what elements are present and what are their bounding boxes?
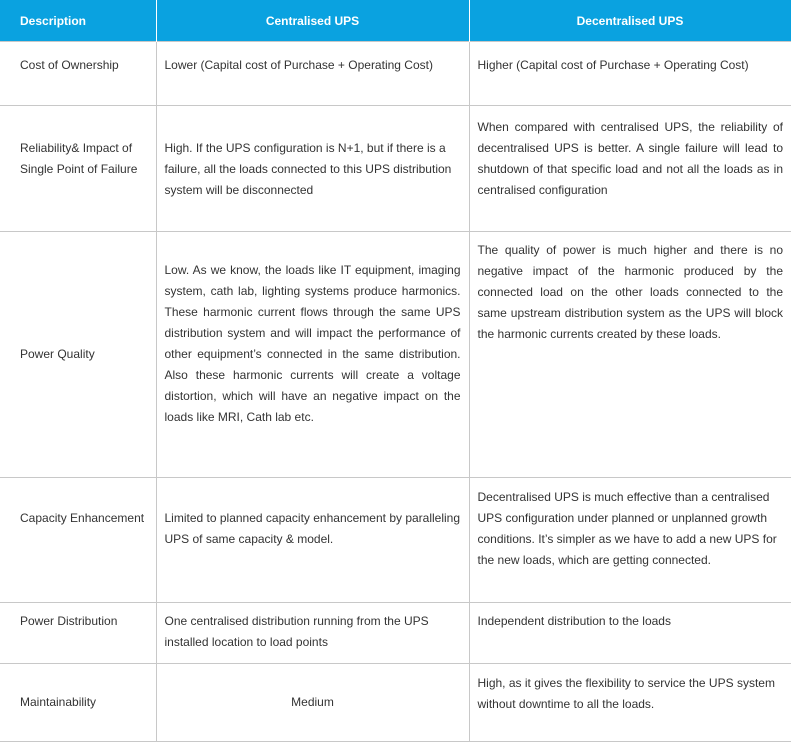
table-row [0, 603, 791, 664]
row-description-text: Capacity Enhancement [20, 511, 145, 525]
row-centralised-text: Lower (Capital cost of Purchase + Operating Cost) [164, 58, 433, 72]
row-decentralised-text: Decentralised UPS is much effective than a centralised UPS configuration under planned or unplanned growth conditions. It’s simpler as we have to add a new UPS for the new loads, which are getting connected. [477, 490, 777, 567]
row-decentralised-text: Independent distribution to the loads [477, 614, 671, 628]
row-description-text: Power Quality [20, 347, 95, 361]
table-row [0, 106, 791, 232]
row-centralised [156, 478, 469, 603]
header-description: Description [0, 0, 156, 42]
row-description-text: Reliability& Impact of Single Point of Failure [20, 141, 138, 176]
header-decentralised-ups: Decentralised UPS [469, 0, 791, 42]
row-centralised-text: High. If the UPS configuration is N+1, but if there is a failure, all the loads connected to this UPS distribution system will be disconnected [164, 141, 452, 197]
row-decentralised-text: When compared with centralised UPS, the reliability of decentralised UPS is better. A single failure will lead to shutdown of that specific load and not all the loads as in centralised configuration [477, 120, 783, 197]
row-centralised [156, 603, 469, 664]
row-decentralised-text: Higher (Capital cost of Purchase + Operating Cost) [477, 58, 749, 72]
row-decentralised [469, 106, 791, 232]
row-centralised-text: Limited to planned capacity enhancement by paralleling UPS of same capacity & model. [164, 511, 461, 546]
row-decentralised [469, 603, 791, 664]
row-centralised [156, 106, 469, 232]
row-decentralised [469, 478, 791, 603]
row-centralised [156, 42, 469, 106]
table-row [0, 232, 791, 478]
row-description [0, 478, 156, 603]
row-description [0, 664, 156, 742]
row-centralised [156, 232, 469, 478]
row-decentralised-text: High, as it gives the flexibility to service the UPS system without downtime to all the loads. [477, 676, 775, 711]
table-row [0, 664, 791, 742]
table-row [0, 42, 791, 106]
row-description-text: Cost of Ownership [20, 58, 119, 72]
table-header [0, 0, 791, 42]
header-centralised-ups: Centralised UPS [156, 0, 469, 42]
row-centralised-text: Low. As we know, the loads like IT equipment, imaging system, cath lab, lighting systems produce harmonics. These harmonic current flows through the same UPS distribution system and will impact the performance of other equipment’s connected in the same distribution. Also these harmonic currents will create a voltage distortion, which will have an negative impact on the loads like MRI, Cath lab etc. [164, 263, 461, 424]
row-decentralised [469, 664, 791, 742]
header-row [0, 0, 791, 42]
row-decentralised-text: The quality of power is much higher and there is no negative impact of the harmonic produced by the connected load on the other loads connected to the same upstream distribution system as the UPS will block the harmonic currents created by these loads. [477, 243, 783, 341]
row-centralised-text: One centralised distribution running from the UPS installed location to load points [164, 614, 429, 649]
row-decentralised [469, 232, 791, 478]
row-description [0, 42, 156, 106]
row-description [0, 603, 156, 664]
row-description [0, 232, 156, 478]
row-description-text: Maintainability [20, 695, 97, 709]
row-description [0, 106, 156, 232]
row-centralised-text: Medium [291, 695, 334, 709]
table-body [0, 42, 791, 742]
row-centralised [156, 664, 469, 742]
row-decentralised [469, 42, 791, 106]
table-row [0, 478, 791, 603]
row-description-text: Power Distribution [20, 614, 118, 628]
